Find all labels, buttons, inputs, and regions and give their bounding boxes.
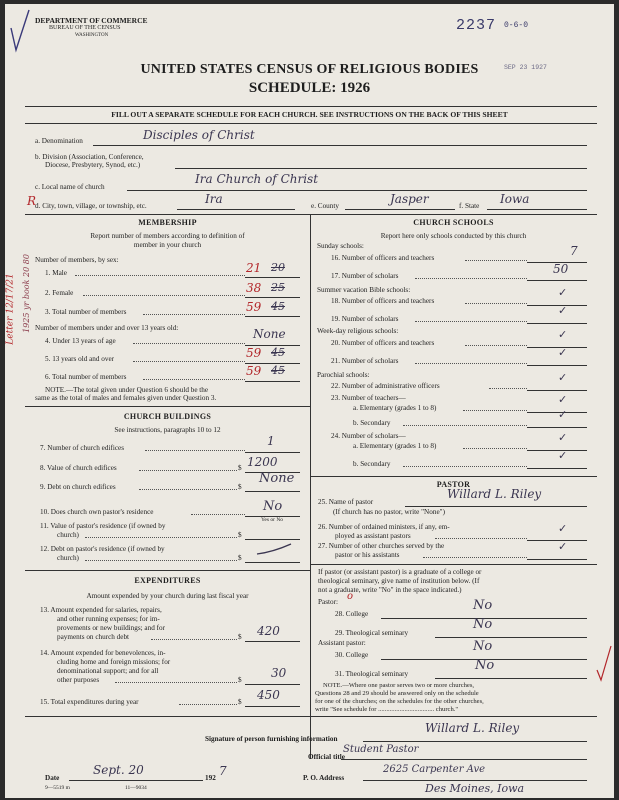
q12-dollar: $ xyxy=(238,554,242,562)
summer-schools-label: Summer vacation Bible schools: xyxy=(317,286,411,294)
signature-value[interactable]: Willard L. Riley xyxy=(425,721,520,735)
college-intro-1: If pastor (or assistant pastor) is a graduate of a college or xyxy=(318,568,482,576)
church-name-value[interactable]: Ira Church of Christ xyxy=(195,172,319,186)
q9-dollar: $ xyxy=(238,483,242,491)
q2-value[interactable]: 38 xyxy=(246,281,262,295)
pastor-red-mark: o xyxy=(347,591,354,602)
county-label: e. County xyxy=(311,202,339,210)
q9-label: 9. Debt on church edifices xyxy=(40,483,116,491)
q28-label: 28. College xyxy=(335,610,369,618)
date-value[interactable]: Sept. 20 xyxy=(93,763,144,777)
q12-dash-mark-icon xyxy=(255,540,295,558)
q23a-check-icon: ✓ xyxy=(558,393,568,406)
address-value-1[interactable]: 2625 Carpenter Ave xyxy=(383,764,486,775)
q16-label: 16. Number of officers and teachers xyxy=(331,254,435,262)
q21-check-icon: ✓ xyxy=(558,346,568,359)
pastor-sub-label: Pastor: xyxy=(318,598,338,606)
q22-check-icon: ✓ xyxy=(558,371,568,384)
q31-value[interactable]: No xyxy=(475,658,495,673)
buildings-sub: See instructions, paragraphs 10 to 12 xyxy=(114,426,221,434)
q15-dollar: $ xyxy=(238,698,242,706)
q3-value[interactable]: 59 xyxy=(246,300,262,314)
q28-value[interactable]: No xyxy=(473,598,493,613)
q30-label: 30. College xyxy=(335,651,369,659)
q30-value[interactable]: No xyxy=(473,639,493,654)
q2-old-value: 25 xyxy=(271,281,285,294)
q15-value[interactable]: 450 xyxy=(257,688,280,702)
college-intro-2: theological seminary, give name of institution below. (If xyxy=(318,577,480,585)
schools-intro: Report here only schools conducted by this church xyxy=(380,232,527,240)
q4-value[interactable]: None xyxy=(253,327,286,341)
q13-label-4: payments on church debt xyxy=(57,633,130,641)
q19-check-icon: ✓ xyxy=(558,304,568,317)
q8-dollar: $ xyxy=(238,464,242,472)
denomination-label: a. Denomination xyxy=(35,137,83,145)
q25-hint: (If church has no pastor, write "None") xyxy=(333,508,445,516)
q7-value[interactable]: 1 xyxy=(267,434,275,448)
year-prefix: 192 xyxy=(205,774,216,782)
q13-label-1: 13. Amount expended for salaries, repairs, xyxy=(40,606,162,614)
expenditures-intro: Amount expended by your church during last fiscal year xyxy=(86,592,249,600)
q19-label: 19. Number of scholars xyxy=(331,315,399,323)
q1-value[interactable]: 21 xyxy=(246,261,262,275)
form-code-2: 11—9034 xyxy=(125,785,147,791)
pastor-note-2: Questions 28 and 29 should be answered only on the schedule xyxy=(315,690,479,697)
q23a-label: a. Elementary (grades 1 to 8) xyxy=(353,404,437,412)
q17-label: 17. Number of scholars xyxy=(331,272,399,280)
q12-label-2: church) xyxy=(57,554,79,562)
buildings-heading: CHURCH BUILDINGS xyxy=(123,412,212,421)
q29-label: 29. Theological seminary xyxy=(335,629,409,637)
margin-note-2: 1925 yr book 20 80 xyxy=(21,254,31,333)
q7-label: 7. Number of church edifices xyxy=(40,444,125,452)
parochial-schools-label: Parochial schools: xyxy=(317,371,370,379)
document-number: 2237 xyxy=(456,17,497,34)
q6-value[interactable]: 59 xyxy=(246,364,262,378)
q20-check-icon: ✓ xyxy=(558,328,568,341)
membership-heading: MEMBERSHIP xyxy=(138,218,197,227)
membership-intro-1: Report number of members according to definition of xyxy=(90,232,245,240)
q24a-label: a. Elementary (grades 1 to 8) xyxy=(353,442,437,450)
pastor-note-4: write "See schedule for .................................. church." xyxy=(315,706,459,713)
q14-label-2: cluding home and foreign missions; for xyxy=(57,658,171,666)
official-title-label: Official title xyxy=(308,753,345,761)
document-code: 0-6-0 xyxy=(504,21,529,30)
state-value[interactable]: Iowa xyxy=(500,192,530,206)
q8-label: 8. Value of church edifices xyxy=(40,464,117,472)
q24b-label: b. Secondary xyxy=(353,460,391,468)
official-title-value[interactable]: Student Pastor xyxy=(343,744,419,755)
q27-label-2: pastor or his assistants xyxy=(335,551,400,559)
q11-label-2: church) xyxy=(57,531,79,539)
division-label-1: b. Division (Association, Conference, xyxy=(35,153,144,161)
address-label: P. O. Address xyxy=(303,774,345,782)
q4-label: 4. Under 13 years of age xyxy=(45,337,116,345)
q26-label-1: 26. Number of ordained ministers, if any, em- xyxy=(318,523,450,531)
q14-dollar: $ xyxy=(238,676,242,684)
margin-red-check-icon xyxy=(595,644,613,684)
received-stamp: SEP 23 1927 xyxy=(504,64,547,71)
q16-value[interactable]: 7 xyxy=(570,244,578,258)
q10-label: 10. Does church own pastor's residence xyxy=(40,508,154,516)
membership-intro-2: member in your church xyxy=(133,241,202,249)
q18-label: 18. Number of officers and teachers xyxy=(331,297,435,305)
members-by-sex-label: Number of members, by sex: xyxy=(35,256,119,264)
q23b-check-icon: ✓ xyxy=(558,408,568,421)
q20-label: 20. Number of officers and teachers xyxy=(331,339,435,347)
q6-label: 6. Total number of members xyxy=(45,373,127,381)
q12-label-1: 12. Debt on pastor's residence (if owned by xyxy=(40,545,165,553)
q25-value[interactable]: Willard L. Riley xyxy=(447,487,542,501)
q11-label-1: 11. Value of pastor's residence (if owned by xyxy=(40,522,166,530)
form-title: UNITED STATES CENSUS OF RELIGIOUS BODIES xyxy=(140,62,479,77)
q3-label: 3. Total number of members xyxy=(45,308,127,316)
assistant-pastor-label: Assistant pastor: xyxy=(318,639,366,647)
census-schedule-sheet xyxy=(5,4,614,798)
expenditures-heading: EXPENDITURES xyxy=(134,576,201,585)
q23b-label: b. Secondary xyxy=(353,419,391,427)
q6-old-value: 45 xyxy=(271,364,285,377)
q21-label: 21. Number of scholars xyxy=(331,357,399,365)
q3-old-value: 45 xyxy=(271,300,285,313)
q13-label-2: and other running expenses; for im- xyxy=(57,615,160,623)
margin-note-1: Letter 12/17/21 xyxy=(5,273,16,345)
weekday-schools-label: Week-day religious schools: xyxy=(317,327,399,335)
q18-check-icon: ✓ xyxy=(558,286,568,299)
membership-note-1: NOTE.—The total given under Question 6 should be the xyxy=(45,386,209,394)
q22-label: 22. Number of administrative officers xyxy=(331,382,440,390)
address-value-2[interactable]: Des Moines, Iowa xyxy=(425,782,525,795)
county-value[interactable]: Jasper xyxy=(390,192,429,206)
q24b-check-icon: ✓ xyxy=(558,449,568,462)
q24-label: 24. Number of scholars— xyxy=(331,432,406,440)
q11-dollar: $ xyxy=(238,531,242,539)
college-intro-3: not a graduate, write "No" in the space indicated.) xyxy=(318,586,462,594)
q25-label: 25. Name of pastor xyxy=(318,498,374,506)
sunday-schools-label: Sunday schools: xyxy=(317,242,364,250)
church-name-label: c. Local name of church xyxy=(35,183,105,191)
division-label-2: Diocese, Presbytery, Synod, etc.) xyxy=(45,161,141,169)
age-intro-label: Number of members under and over 13 years old: xyxy=(35,324,179,332)
q10-value[interactable]: No xyxy=(263,499,283,514)
q31-label: 31. Theological seminary xyxy=(335,670,409,678)
check-mark-icon xyxy=(5,8,35,58)
q27-check-icon: ✓ xyxy=(558,540,568,553)
q14-value[interactable]: 30 xyxy=(271,666,287,680)
q1-old-value: 20 xyxy=(271,261,285,274)
q24a-check-icon: ✓ xyxy=(558,431,568,444)
q13-dollar: $ xyxy=(238,633,242,641)
pastor-heading: PASTOR xyxy=(436,480,471,489)
date-label: Date xyxy=(45,774,60,782)
q26-label-2: ployed as assistant pastors xyxy=(335,532,411,540)
q17-value[interactable]: 50 xyxy=(553,262,569,276)
city-label: WASHINGTON xyxy=(75,33,109,38)
q13-label-3: provements or new buildings; and for xyxy=(57,624,165,632)
q14-label-4: other purposes xyxy=(57,676,100,684)
q10-hint: Yes or No xyxy=(261,517,284,523)
schools-heading: CHURCH SCHOOLS xyxy=(413,218,494,227)
bureau-label: BUREAU OF THE CENSUS xyxy=(49,25,121,31)
signature-label: Signature of person furnishing information xyxy=(205,735,338,743)
schedule-title: SCHEDULE: 1926 xyxy=(248,80,371,96)
q5-old-value: 45 xyxy=(271,346,285,359)
q15-label: 15. Total expenditures during year xyxy=(40,698,139,706)
q5-value[interactable]: 59 xyxy=(246,346,262,360)
q27-label-1: 27. Number of other churches served by the xyxy=(318,542,445,550)
q2-label: 2. Female xyxy=(45,289,74,297)
city-value[interactable]: Ira xyxy=(205,192,223,206)
q14-label-1: 14. Amount expended for benevolences, in- xyxy=(40,649,166,657)
q1-label: 1. Male xyxy=(45,269,67,277)
state-label: f. State xyxy=(459,202,480,210)
q8-value[interactable]: 1200 xyxy=(247,455,278,469)
q23-label: 23. Number of teachers— xyxy=(331,394,406,402)
pastor-note-1: NOTE.—Where one pastor serves two or more churches, xyxy=(323,682,475,689)
denomination-value[interactable]: Disciples of Christ xyxy=(143,128,255,142)
year-value[interactable]: 7 xyxy=(219,764,227,778)
form-code: 9—5519 m xyxy=(45,785,70,791)
q5-label: 5. 13 years old and over xyxy=(45,355,115,363)
q9-value[interactable]: None xyxy=(259,471,295,486)
q14-label-3: denominational support; and for all xyxy=(57,667,159,675)
membership-note-2: same as the total of males and females given under Question 3. xyxy=(35,394,217,402)
department-label: DEPARTMENT OF COMMERCE xyxy=(35,16,148,25)
margin-r-mark: R xyxy=(27,194,37,208)
q29-value[interactable]: No xyxy=(473,617,493,632)
city-label: d. City, town, village, or township, etc. xyxy=(35,202,147,210)
instruction-banner: FILL OUT A SEPARATE SCHEDULE FOR EACH CHURCH. SEE INSTRUCTIONS ON THE BACK OF THIS SHEET xyxy=(111,110,508,119)
q13-value[interactable]: 420 xyxy=(257,624,280,638)
pastor-note-3: for one of the churches; on the schedules for the other churches, xyxy=(315,698,484,705)
q26-check-icon: ✓ xyxy=(558,522,568,535)
